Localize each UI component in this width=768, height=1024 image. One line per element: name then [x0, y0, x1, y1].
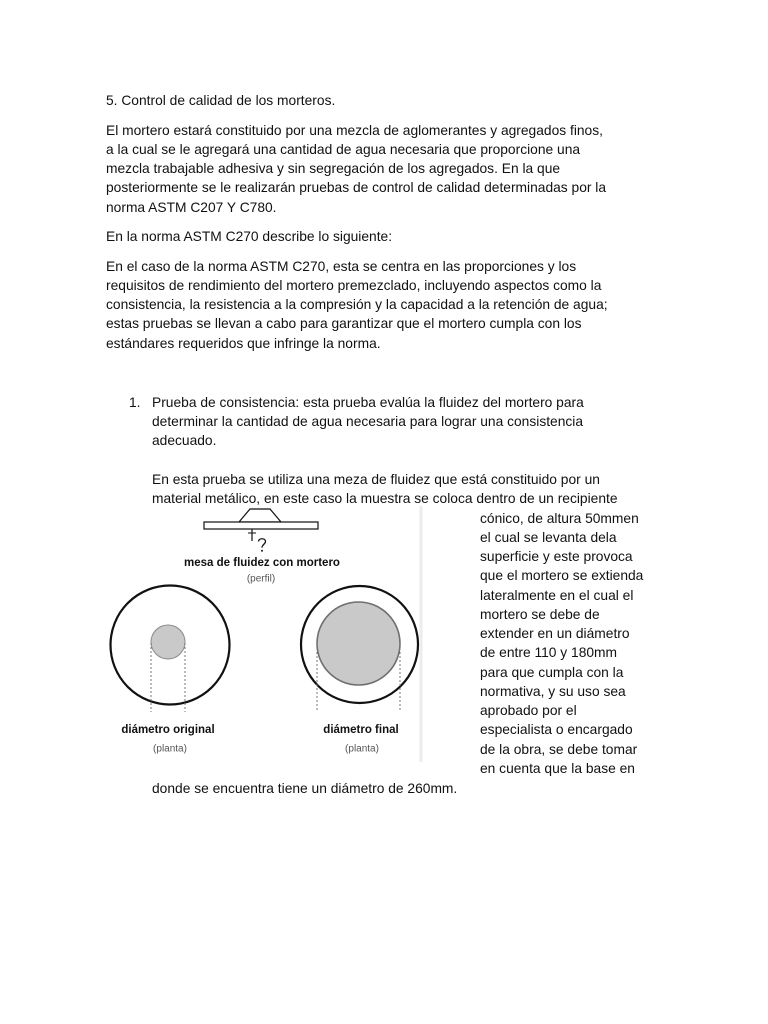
- astm-line: En el caso de la norma ASTM C270, esta se centra en las proporciones y los: [106, 258, 577, 274]
- original-diameter-plan: [111, 586, 230, 755]
- final-mortar-disk: [317, 602, 400, 685]
- table-top: [204, 522, 318, 529]
- flow-table-figure: [104, 504, 426, 766]
- original-sublabel: (planta): [153, 743, 187, 755]
- wrap-line: normativa, y su uso sea: [480, 683, 626, 699]
- intro-line: mezcla trabajable adhesiva y sin segregación de los agregados. En la que: [106, 161, 561, 177]
- wrap-line: aprobado por el: [480, 703, 577, 719]
- crank-mechanism: [259, 539, 266, 552]
- wrap-line: de la obra, se debe tomar: [480, 741, 638, 757]
- astm-line: requisitos de rendimiento del mortero premezclado, incluyendo aspectos como la: [106, 277, 602, 293]
- intro-line: a la cual se le agregará una cantidad de agua necesaria que proporcione una: [106, 141, 581, 157]
- astm-paragraph: [106, 257, 608, 353]
- astm-line: estándares requeridos que infringe la norma.: [106, 335, 381, 351]
- intro-paragraph: [106, 121, 606, 217]
- astm-line: consistencia, la resistencia a la compresión y la capacidad a la retención de agua;: [106, 297, 608, 313]
- wrap-line: especialista o encargado: [480, 722, 633, 738]
- profile-sublabel: (perfil): [246, 573, 276, 585]
- detail-line: material metálico, en este caso la muestra se coloca dentro de un recipiente: [152, 490, 618, 506]
- astm-line: estas pruebas se llevan a cabo para garantizar que el mortero cumpla con los: [106, 316, 582, 332]
- final-label: diámetro final: [323, 724, 399, 736]
- final-sublabel: (planta): [345, 743, 379, 755]
- cone-mold: [239, 509, 281, 522]
- profile-label: mesa de fluidez con mortero: [184, 557, 340, 569]
- detail-paragraph: [152, 470, 618, 509]
- astm-intro: En la norma ASTM C270 describe lo siguiente:: [106, 228, 393, 244]
- wrap-line: de entre 110 y 180mm: [480, 645, 618, 661]
- list-line: Prueba de consistencia: esta prueba evalúa la fluidez del mortero para: [152, 394, 584, 410]
- wrap-line: extender en un diámetro: [480, 626, 630, 642]
- intro-line: El mortero estará constituido por una mezcla de aglomerantes y agregados finos,: [106, 122, 603, 138]
- intro-line: norma ASTM C207 Y C780.: [106, 199, 277, 215]
- wrap-line: cónico, de altura 50mmen: [480, 510, 639, 526]
- wrap-line: mortero se debe de: [480, 606, 600, 622]
- list-line: adecuado.: [152, 433, 217, 449]
- intro-line: posteriormente se le realizarán pruebas de control de calidad determinadas por la: [106, 180, 607, 196]
- wrap-line: lateralmente en el cual el: [480, 587, 634, 603]
- wrap-line: el cual se levanta dela: [480, 529, 617, 545]
- original-label: diámetro original: [121, 724, 215, 736]
- wrap-line: que el mortero se extienda: [480, 568, 644, 584]
- original-mortar-disk: [151, 625, 185, 659]
- list-item-text: [152, 393, 584, 451]
- closing-line: donde se encuentra tiene un diámetro de 260mm.: [152, 780, 458, 796]
- wrap-line: para que cumpla con la: [480, 664, 624, 680]
- wrap-line: en cuenta que la base en: [480, 760, 635, 776]
- flow-table-profile: [184, 509, 340, 585]
- section-heading: 5. Control de calidad de los morteros.: [106, 93, 336, 108]
- final-diameter-plan: [301, 586, 418, 755]
- detail-line: En esta prueba se utiliza una meza de fluidez que está constituido por un: [152, 471, 600, 487]
- wrap-line: superficie y este provoca: [480, 549, 633, 565]
- list-number: 1.: [129, 394, 141, 410]
- wrapped-text-column: [480, 509, 643, 779]
- list-line: determinar la cantidad de agua necesaria para lograr una consistencia: [152, 413, 584, 429]
